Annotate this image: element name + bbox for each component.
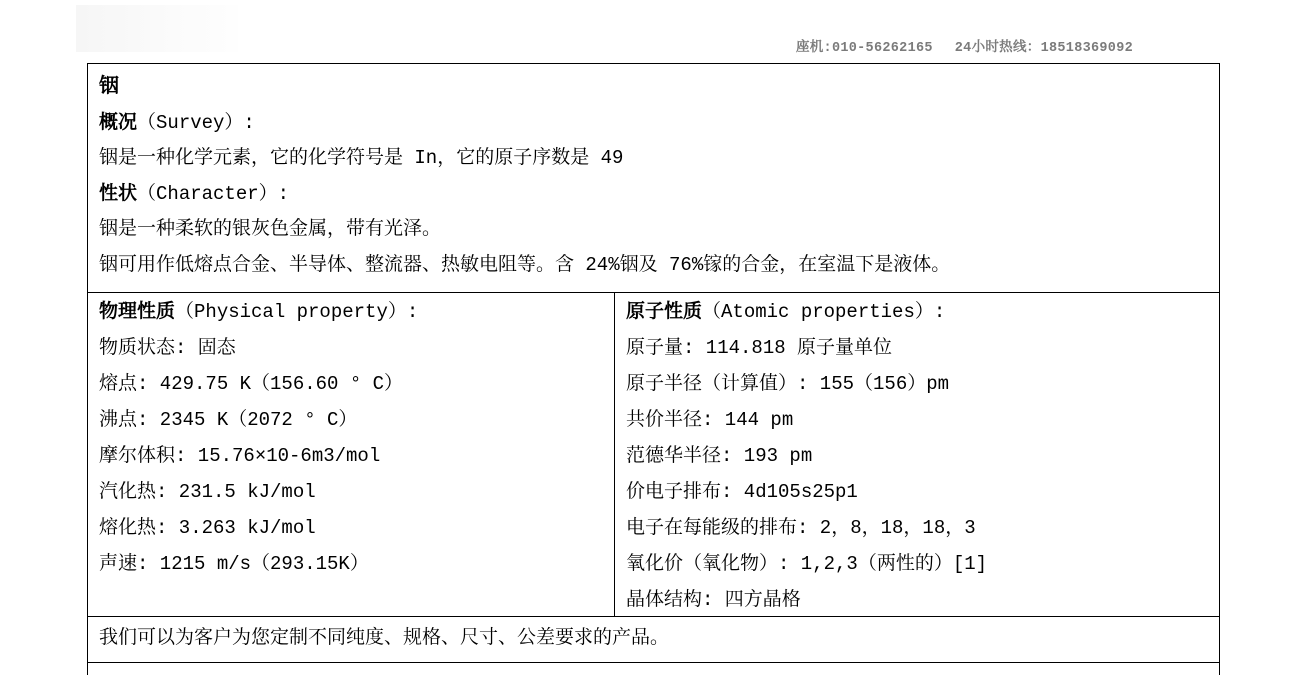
atomic-row: 价电子排布: 4d105s25p1 [626,481,858,503]
atomic-row: 氧化价（氧化物）: 1,2,3（两性的）[1] [626,553,988,575]
atomic-label-en: （Atomic properties）: [702,301,946,323]
empty-row [88,663,1219,675]
character-label: 性状 [99,182,138,205]
atomic-row: 原子量: 114.818 原子量单位 [626,337,893,359]
atomic-row: 电子在每能级的排布: 2，8，18，18，3 [626,517,976,539]
survey-heading [99,106,1205,142]
intro-section [88,64,1219,293]
physical-row: 熔化热: 3.263 kJ/mol [99,517,316,539]
atomic-row: 晶体结构: 四方晶格 [626,589,801,611]
atomic-row: 共价半径: 144 pm [626,409,794,431]
atomic-properties-cell [615,293,1219,616]
survey-text: 铟是一种化学元素，它的化学符号是 In，它的原子序数是 49 [99,147,624,169]
element-info-table [87,63,1220,675]
physical-heading [99,294,606,330]
logo-placeholder [76,5,238,52]
character-text-1: 铟是一种柔软的银灰色金属，带有光泽。 [99,218,442,240]
atomic-heading [626,294,1211,330]
physical-row: 熔点: 429.75 K（156.60 ° C） [99,373,404,395]
element-title: 铟 [99,76,119,99]
custom-order-note-row [88,617,1219,663]
physical-row: 沸点: 2345 K（2072 ° C） [99,409,358,431]
hotline-number: 24小时热线：18518369092 [954,41,1133,56]
physical-label: 物理性质 [99,301,176,323]
character-label-en: （Character）: [137,182,290,205]
atomic-label: 原子性质 [626,301,703,323]
properties-section [88,293,1219,617]
physical-properties-cell [88,293,615,616]
physical-label-en: （Physical property）: [175,301,419,323]
atomic-row: 原子半径（计算值）: 155（156）pm [626,373,950,395]
physical-row: 汽化热: 231.5 kJ/mol [99,481,316,503]
contact-header [796,35,1133,56]
physical-row: 摩尔体积: 15.76×10-6m3/mol [99,445,381,467]
character-heading [99,177,1205,213]
custom-order-note: 我们可以为客户为您定制不同纯度、规格、尺寸、公差要求的产品。 [99,627,670,649]
physical-row: 物质状态: 固态 [99,337,236,359]
physical-row: 声速: 1215 m/s（293.15K） [99,553,369,575]
character-text-2: 铟可用作低熔点合金、半导体、整流器、热敏电阻等。含 24%铟及 76%镓的合金，在室温下是液体。 [99,253,951,276]
landline-number: 座机:010-56262165 [795,41,933,56]
survey-label: 概况 [99,111,138,134]
atomic-row: 范德华半径: 193 pm [626,445,813,467]
survey-label-en: （Survey）: [137,111,255,134]
